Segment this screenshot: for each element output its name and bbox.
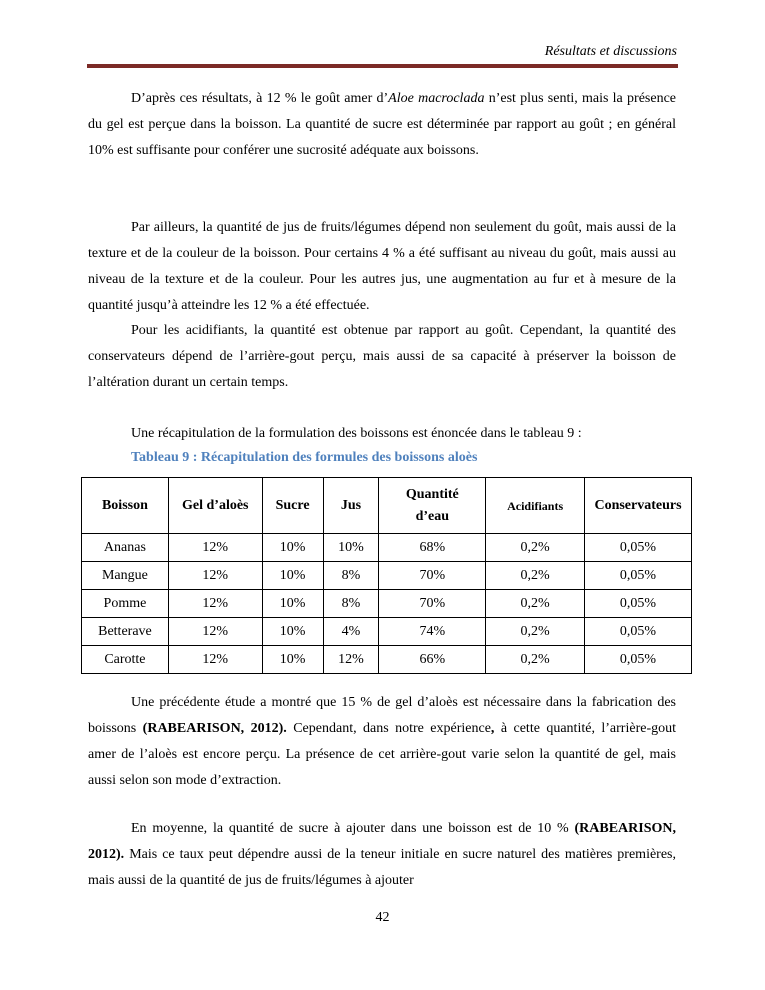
cell-gel: 12% (168, 618, 262, 646)
cell-jus: 4% (323, 618, 379, 646)
cell-eau: 66% (379, 646, 486, 674)
cell-conservateurs: 0,05% (585, 590, 692, 618)
header-quantite-line1: Quantité (405, 486, 459, 502)
table-row (82, 534, 692, 562)
cell-eau: 70% (379, 562, 486, 590)
header-quantite-line2: d’eau (415, 508, 450, 524)
header-boisson: Boisson (82, 478, 169, 534)
cell-boisson: Ananas (82, 534, 169, 562)
cell-jus: 10% (323, 534, 379, 562)
header-quantite-eau (379, 478, 486, 534)
cell-conservateurs: 0,05% (585, 618, 692, 646)
species-name: Aloe macroclada (388, 91, 485, 106)
cell-eau: 70% (379, 590, 486, 618)
cell-acidifiants: 0,2% (486, 562, 585, 590)
p5-comma: , (490, 721, 495, 736)
table-row (82, 590, 692, 618)
page-number: 42 (375, 910, 390, 925)
cell-jus: 8% (323, 562, 379, 590)
cell-sucre: 10% (262, 618, 323, 646)
cell-acidifiants: 0,2% (486, 618, 585, 646)
cell-conservateurs: 0,05% (585, 562, 692, 590)
p6-text-c: Mais ce taux peut dépendre aussi de la teneur initiale en sucre naturel des matières premières, mais aussi de la quantité de jus de fruits/légumes à ajouter (88, 847, 676, 888)
p5-text-c: Cependant, dans notre expérience (286, 721, 491, 736)
cell-eau: 68% (379, 534, 486, 562)
formulation-table (81, 477, 692, 674)
cell-gel: 12% (168, 562, 262, 590)
cell-conservateurs: 0,05% (585, 646, 692, 674)
cell-gel: 12% (168, 534, 262, 562)
table-header-row (82, 478, 692, 534)
cell-acidifiants: 0,2% (486, 534, 585, 562)
table-caption: Tableau 9 : Récapitulation des formules des boissons aloès (131, 450, 478, 465)
cell-boisson: Betterave (82, 618, 169, 646)
table-row (82, 618, 692, 646)
citation: (RABEARISON, 2012). (88, 821, 676, 862)
p1-text-end: n’est plus senti, mais la présence du gel est perçue dans la boisson. La quantité de sucre est déterminée par rapport au goût ; en général 10% est suffisante pour conférer une sucrosité adéquate aux boissons. (88, 91, 676, 158)
header-rule (87, 64, 678, 68)
cell-sucre: 10% (262, 562, 323, 590)
cell-boisson: Carotte (82, 646, 169, 674)
cell-sucre: 10% (262, 646, 323, 674)
cell-gel: 12% (168, 646, 262, 674)
table-row (82, 562, 692, 590)
cell-jus: 8% (323, 590, 379, 618)
header-gel: Gel d’aloès (168, 478, 262, 534)
header-conservateurs: Conservateurs (585, 478, 692, 534)
paragraph-table-intro: Une récapitulation de la formulation des boissons est énoncée dans le tableau 9 : (131, 426, 582, 441)
p5-text-e: à cette quantité, l’arrière-gout amer de l’aloès est encore perçu. La présence de cet arrière-gout varie selon la quantité de gel, mais aussi selon son mode d’extraction. (88, 721, 676, 788)
cell-boisson: Mangue (82, 562, 169, 590)
paragraph-acidifiers: Pour les acidifiants, la quantité est obtenue par rapport au goût. Cependant, la quantité des conservateurs dépend de l’arrière-gout perçu, mais aussi de sa capacité à préserver la boisson de l’altération durant un certain temps. (88, 323, 676, 390)
paragraph-juice-quantity: Par ailleurs, la quantité de jus de fruits/légumes dépend non seulement du goût, mais aussi de la texture et de la couleur de la boisson. Pour certains 4 % a été suffisant au niveau du goût, mais aussi au niveau de la texture et de la couleur. Pour les autres jus, une augmentation au fur et à mesure de la quantité jusqu’à atteindre les 12 % a été effectuée. (88, 220, 676, 313)
p1-text-start: D’après ces résultats, à 12 % le goût amer d’ (131, 91, 389, 106)
header-sucre: Sucre (262, 478, 323, 534)
cell-boisson: Pomme (82, 590, 169, 618)
cell-acidifiants: 0,2% (486, 646, 585, 674)
cell-eau: 74% (379, 618, 486, 646)
cell-sucre: 10% (262, 534, 323, 562)
table-row (82, 646, 692, 674)
cell-jus: 12% (323, 646, 379, 674)
p5-text-a: Une précédente étude a montré que 15 % de gel d’aloès est nécessaire dans la fabrication des boissons (88, 695, 676, 736)
paragraph-sugar-average (88, 816, 676, 894)
header-jus: Jus (323, 478, 379, 534)
header-acidifiants: Acidifiants (486, 478, 585, 534)
cell-acidifiants: 0,2% (486, 590, 585, 618)
citation: (RABEARISON, 2012). (142, 721, 287, 736)
p6-text-a: En moyenne, la quantité de sucre à ajouter dans une boisson est de 10 % (131, 821, 575, 836)
cell-gel: 12% (168, 590, 262, 618)
cell-conservateurs: 0,05% (585, 534, 692, 562)
cell-sucre: 10% (262, 590, 323, 618)
paragraph-previous-study (88, 690, 676, 794)
running-header-title: Résultats et discussions (544, 44, 677, 59)
paragraph-aloe-bitterness (88, 86, 676, 164)
